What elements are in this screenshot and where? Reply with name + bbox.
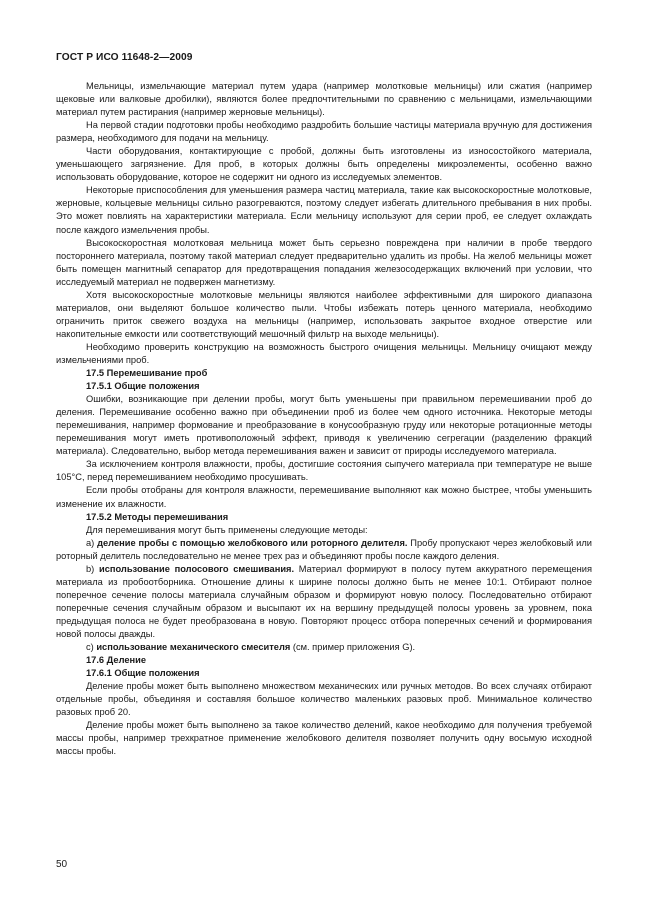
section-heading: 17.5.2 Методы перемешивания [86, 511, 229, 522]
document-header: ГОСТ Р ИСО 11648-2—2009 [56, 52, 193, 63]
list-item [56, 537, 592, 563]
paragraph: Если пробы отобраны для контроля влажности, перемешивание выполняют как можно быстрее, чтобы уменьшить изменение их влажности. [56, 485, 592, 509]
page-number: 50 [56, 859, 68, 870]
section-heading: 17.6.1 Общие положения [86, 668, 200, 679]
paragraph: Мельницы, измельчающие материал путем удара (например молотковые мельницы) или сжатия (например щековые или валковые дробилки), являются более предпочтительными по сравнению с мельницами, измельчающими материал путем растирания (например жерновые мельницы). [56, 81, 592, 118]
list-item [56, 563, 592, 641]
paragraph: Ошибки, возникающие при делении пробы, могут быть уменьшены при правильном перемешивании проб до деления. Перемешивание особенно важно при объединении проб из более чем одного источника. Некоторые методы перемешивания, например формование и преобразование в конусообразную груду или некоторые ротационные методы перемешивания могут иметь противоположный эффект, приводя к увеличению сегрегации (разделению фракций материала). Следовательно, выбор метода перемешивания важен и зависит от природы исследуемого материала. [56, 394, 592, 457]
paragraph: Для перемешивания могут быть применены следующие методы: [86, 524, 368, 535]
section-heading: 17.5 Перемешивание проб [86, 368, 208, 379]
list-item-term: использование механического смесителя [96, 642, 291, 653]
paragraph: Деление пробы может быть выполнено множеством механических или ручных методов. Во всех случаях отбирают отдельные пробы, объединяя и составляя большое количество маленьких разовых проб. Минимальное количество разовых проб 20. [56, 681, 592, 718]
list-item [56, 641, 592, 654]
section-heading: 17.5.1 Общие положения [86, 381, 200, 392]
paragraph: Необходимо проверить конструкцию на возможность быстрого очищения мельницы. Мельницу очищают между измельчениями проб. [56, 341, 592, 365]
list-item-text: (см. пример приложения G). [290, 642, 416, 653]
list-item-text: Пробу пропускают через желобковый или роторный делитель последовательно не менее трех раз и объединяют пробы после каждого деления. [56, 537, 592, 561]
paragraph: На первой стадии подготовки пробы необходимо раздробить большие частицы материала вручную для достижения размера, необходимого для подачи на мельницу. [56, 120, 592, 144]
list-item-term: использование полосового смешивания. [98, 563, 295, 574]
list-item-marker: а) [86, 537, 98, 548]
section-heading: 17.6 Деление [86, 655, 147, 666]
paragraph: Части оборудования, контактирующие с пробой, должны быть изготовлены из износостойкого материала, уменьшающего загрязнение. Для проб, в которых должны быть определены микроэлементы, особенно важно использовать оборудование, которое не содержит ни одного из исследуемых элементов. [56, 146, 592, 183]
list-item-term: деление пробы с помощью желобкового или роторного делителя. [97, 537, 408, 548]
paragraph: Хотя высокоскоростные молотковые мельницы являются наиболее эффективными для широкого диапазона материалов, они выделяют большое количество пыли. Чтобы избежать потерь ценного материала, необходимо ограничить приток свежего воздуха на мельницы (например, использовать закрытое входное отверстие или накопительные емкости или соответствующий мешочный фильтр на выходе мельницы). [56, 289, 592, 339]
list-item-marker: с) [86, 642, 97, 653]
paragraph: За исключением контроля влажности, пробы, достигшие состояния сыпучего материала при температуре не выше 105°С, перед перемешиванием необходимо просушивать. [56, 459, 592, 483]
list-item-text: Материал формируют в полосу путем аккуратного перемещения материала из пробоотборника. Отношение длины к ширине полосы должно быть не менее 10:1. Отбирают полное поперечное сечение полосы материала случайным образом и формируют новую полосу. Последовательно отбирают поперечные сечения случайным образом и высыпают их на вершину предыдущей полосы уровень за уровнем, пока предыдущая полоса не будет преобразована в новую. Повторяют процесс отбора поперечных сечений и формирования новой полосы дважды. [56, 563, 592, 639]
paragraph: Некоторые приспособления для уменьшения размера частиц материала, такие как высокоскоростные молотковые, жерновые, кольцевые мельницы сильно разогреваются, поэтому следует избегать длительного пребывания в них пробы. Это может повлиять на характеристики материала. Если мельницу используют для серии проб, ее следует охлаждать после каждого измельчения пробы. [56, 185, 592, 235]
paragraph: Деление пробы может быть выполнено за такое количество делений, какое необходимо для получения требуемой массы пробы, например трехкратное применение желобкового делителя позволяет получить одну восьмую исходной массы пробы. [56, 720, 592, 757]
list-item-marker: b) [86, 563, 99, 574]
paragraph: Высокоскоростная молотковая мельница может быть серьезно повреждена при наличии в пробе твердого постороннего материала, поэтому такой материал следует предварительно удалить из пробы. На желоб мельницы может быть помещен магнитный сепаратор для предотвращения попадания железосодержащих включений при условии, что исследуемый материал не подвержен магнетизму. [56, 237, 592, 287]
document-body [56, 80, 592, 758]
